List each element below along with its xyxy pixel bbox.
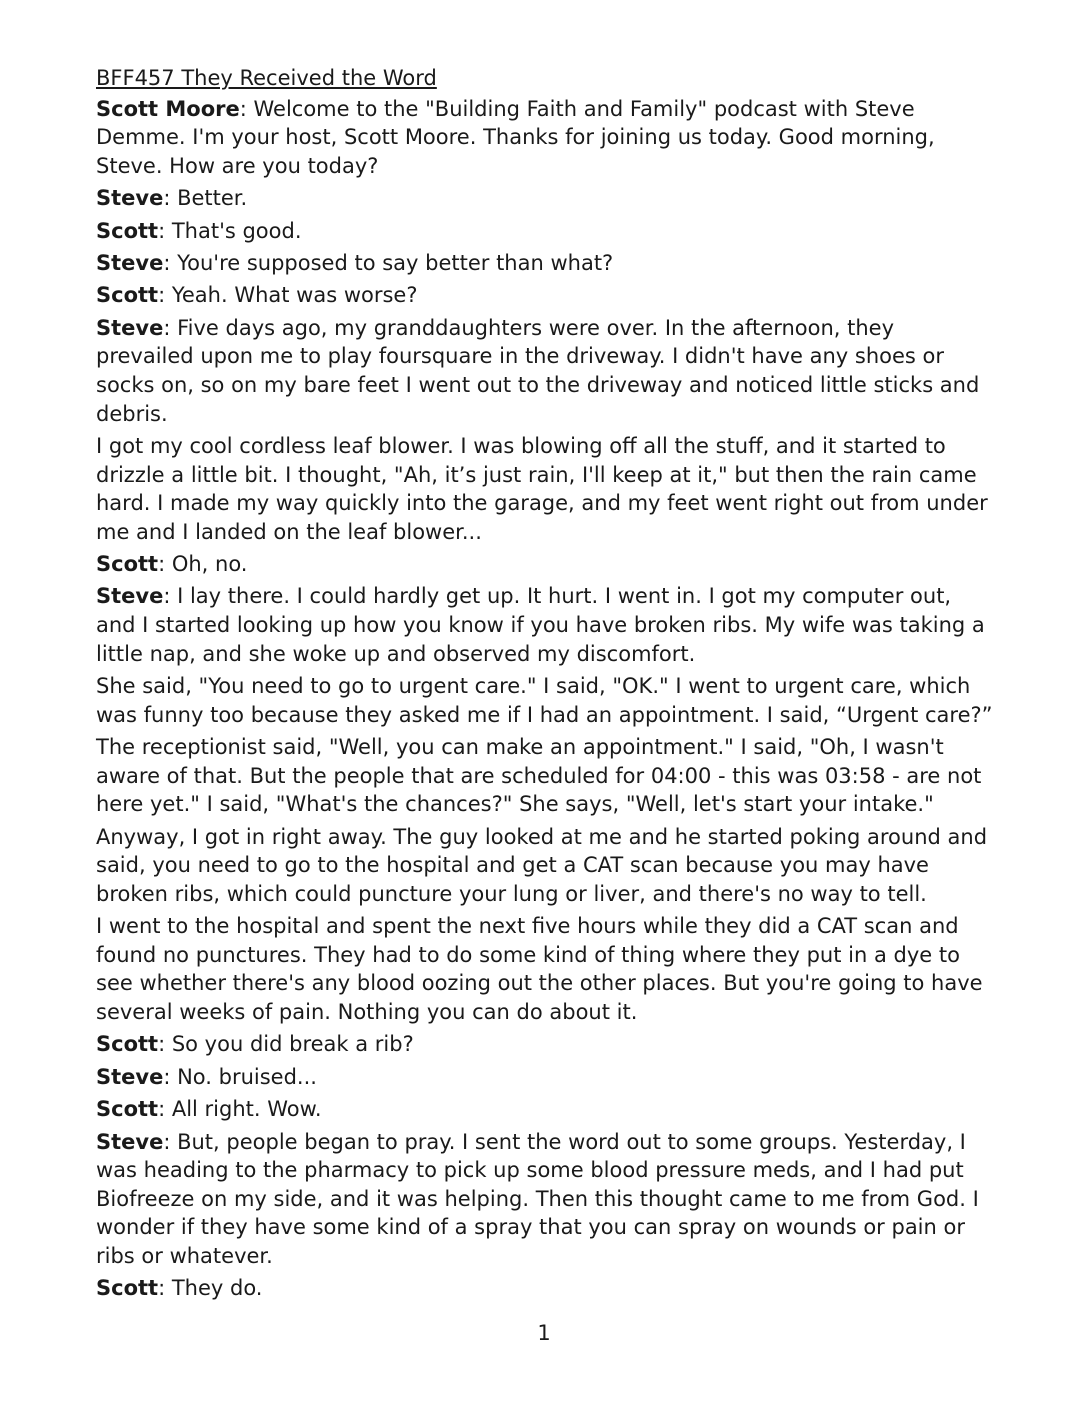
- document-title: BFF457 They Received the Word: [96, 66, 437, 90]
- paragraph-text: : They do.: [158, 1276, 263, 1301]
- paragraph-text: : Better.: [163, 186, 248, 211]
- paragraph-text: : All right. Wow.: [158, 1097, 322, 1122]
- transcript-paragraph: [96, 1095, 996, 1124]
- paragraph-text: The receptionist said, "Well, you can make an appointment." I said, "Oh, I wasn't aware of that. But the people that are scheduled for 04:00 - this was 03:58 - are not here yet." I said, "What's the chances?" She says, "Well, let's start your intake.": [96, 735, 982, 817]
- transcript-paragraph: [96, 1128, 996, 1271]
- paragraph-text: Anyway, I got in right away. The guy looked at me and he started poking around and said, you need to go to the hospital and get a CAT scan because you may have broken ribs, which could puncture your lung or liver, and there's no way to tell.: [96, 824, 988, 906]
- speaker-name: Scott: [96, 218, 159, 243]
- speaker-name: Scott: [96, 283, 159, 308]
- transcript-paragraph: [96, 432, 996, 546]
- paragraph-text: : So you did break a rib?: [158, 1032, 414, 1057]
- paragraph-text: : That's good.: [158, 218, 302, 243]
- paragraph-text: : But, people began to pray. I sent the word out to some groups. Yesterday, I was heading to the pharmacy to pick up some blood pressure meds, and I had put Biofreeze on my side, and it was helping. Then this thought came to me from God. I wonder if they have some kind of a spray that you can spray on wounds or pain or ribs or whatever.: [96, 1129, 979, 1268]
- paragraph-text: I got my cool cordless leaf blower. I was blowing off all the stuff, and it started to drizzle a little bit. I thought, "Ah, it’s just rain, I'll keep at it," but then the rain came hard. I made my way quickly into the garage, and my feet went right out from under me and I landed on the leaf blower...: [96, 433, 988, 544]
- transcript-paragraph: [96, 1274, 996, 1303]
- transcript-paragraph: [96, 912, 996, 1026]
- paragraph-text: I went to the hospital and spent the next five hours while they did a CAT scan and found no punctures. They had to do some kind of thing where they put in a dye to see whether there's any blood oozing out the other places. But you're going to have several weeks of pain. Nothing you can do about it.: [96, 914, 983, 1024]
- transcript-paragraph: [96, 95, 996, 181]
- speaker-name: Scott: [96, 552, 159, 577]
- paragraph-text: : Five days ago, my granddaughters were over. In the afternoon, they prevailed upon me to play foursquare in the driveway. I didn't have any shoes or socks on, so on my bare feet I went out to the driveway and noticed little sticks and debris.: [96, 315, 980, 426]
- paragraph-text: : You're supposed to say better than what?: [163, 250, 614, 275]
- transcript-paragraph: [96, 217, 996, 246]
- transcript-page: [96, 64, 996, 1307]
- transcript-body: [96, 95, 996, 1303]
- speaker-name: Steve: [96, 584, 164, 609]
- paragraph-text: : I lay there. I could hardly get up. It hurt. I went in. I got my computer out, and I started looking up how you know if you have broken ribs. My wife was taking a little nap, and she woke up and observed my discomfort.: [96, 584, 985, 666]
- speaker-name: Scott: [96, 1032, 159, 1057]
- transcript-paragraph: [96, 733, 996, 819]
- speaker-name: Scott Moore: [96, 96, 240, 121]
- speaker-name: Steve: [96, 315, 164, 340]
- transcript-paragraph: [96, 184, 996, 213]
- transcript-paragraph: [96, 1063, 996, 1092]
- speaker-name: Scott: [96, 1276, 159, 1301]
- speaker-name: Steve: [96, 250, 164, 275]
- transcript-paragraph: [96, 281, 996, 310]
- speaker-name: Steve: [96, 186, 164, 211]
- speaker-name: Steve: [96, 1129, 164, 1154]
- paragraph-text: : No. bruised...: [163, 1064, 317, 1089]
- speaker-name: Scott: [96, 1097, 159, 1122]
- transcript-paragraph: [96, 672, 996, 729]
- transcript-paragraph: [96, 249, 996, 278]
- paragraph-text: : Yeah. What was worse?: [158, 283, 418, 308]
- paragraph-text: She said, "You need to go to urgent care." I said, "OK." I went to urgent care, which was funny too because they asked me if I had an appointment. I said, “Urgent care?”: [96, 674, 993, 727]
- transcript-paragraph: [96, 1030, 996, 1059]
- speaker-name: Steve: [96, 1064, 164, 1089]
- transcript-paragraph: [96, 823, 996, 909]
- transcript-paragraph: [96, 582, 996, 668]
- transcript-paragraph: [96, 550, 996, 579]
- paragraph-text: : Oh, no.: [158, 552, 248, 577]
- paragraph-text: : Welcome to the "Building Faith and Family" podcast with Steve Demme. I'm your host, Scott Moore. Thanks for joining us today. Good morning, Steve. How are you today?: [96, 96, 935, 178]
- page-number: 1: [537, 1321, 551, 1345]
- transcript-paragraph: [96, 314, 996, 428]
